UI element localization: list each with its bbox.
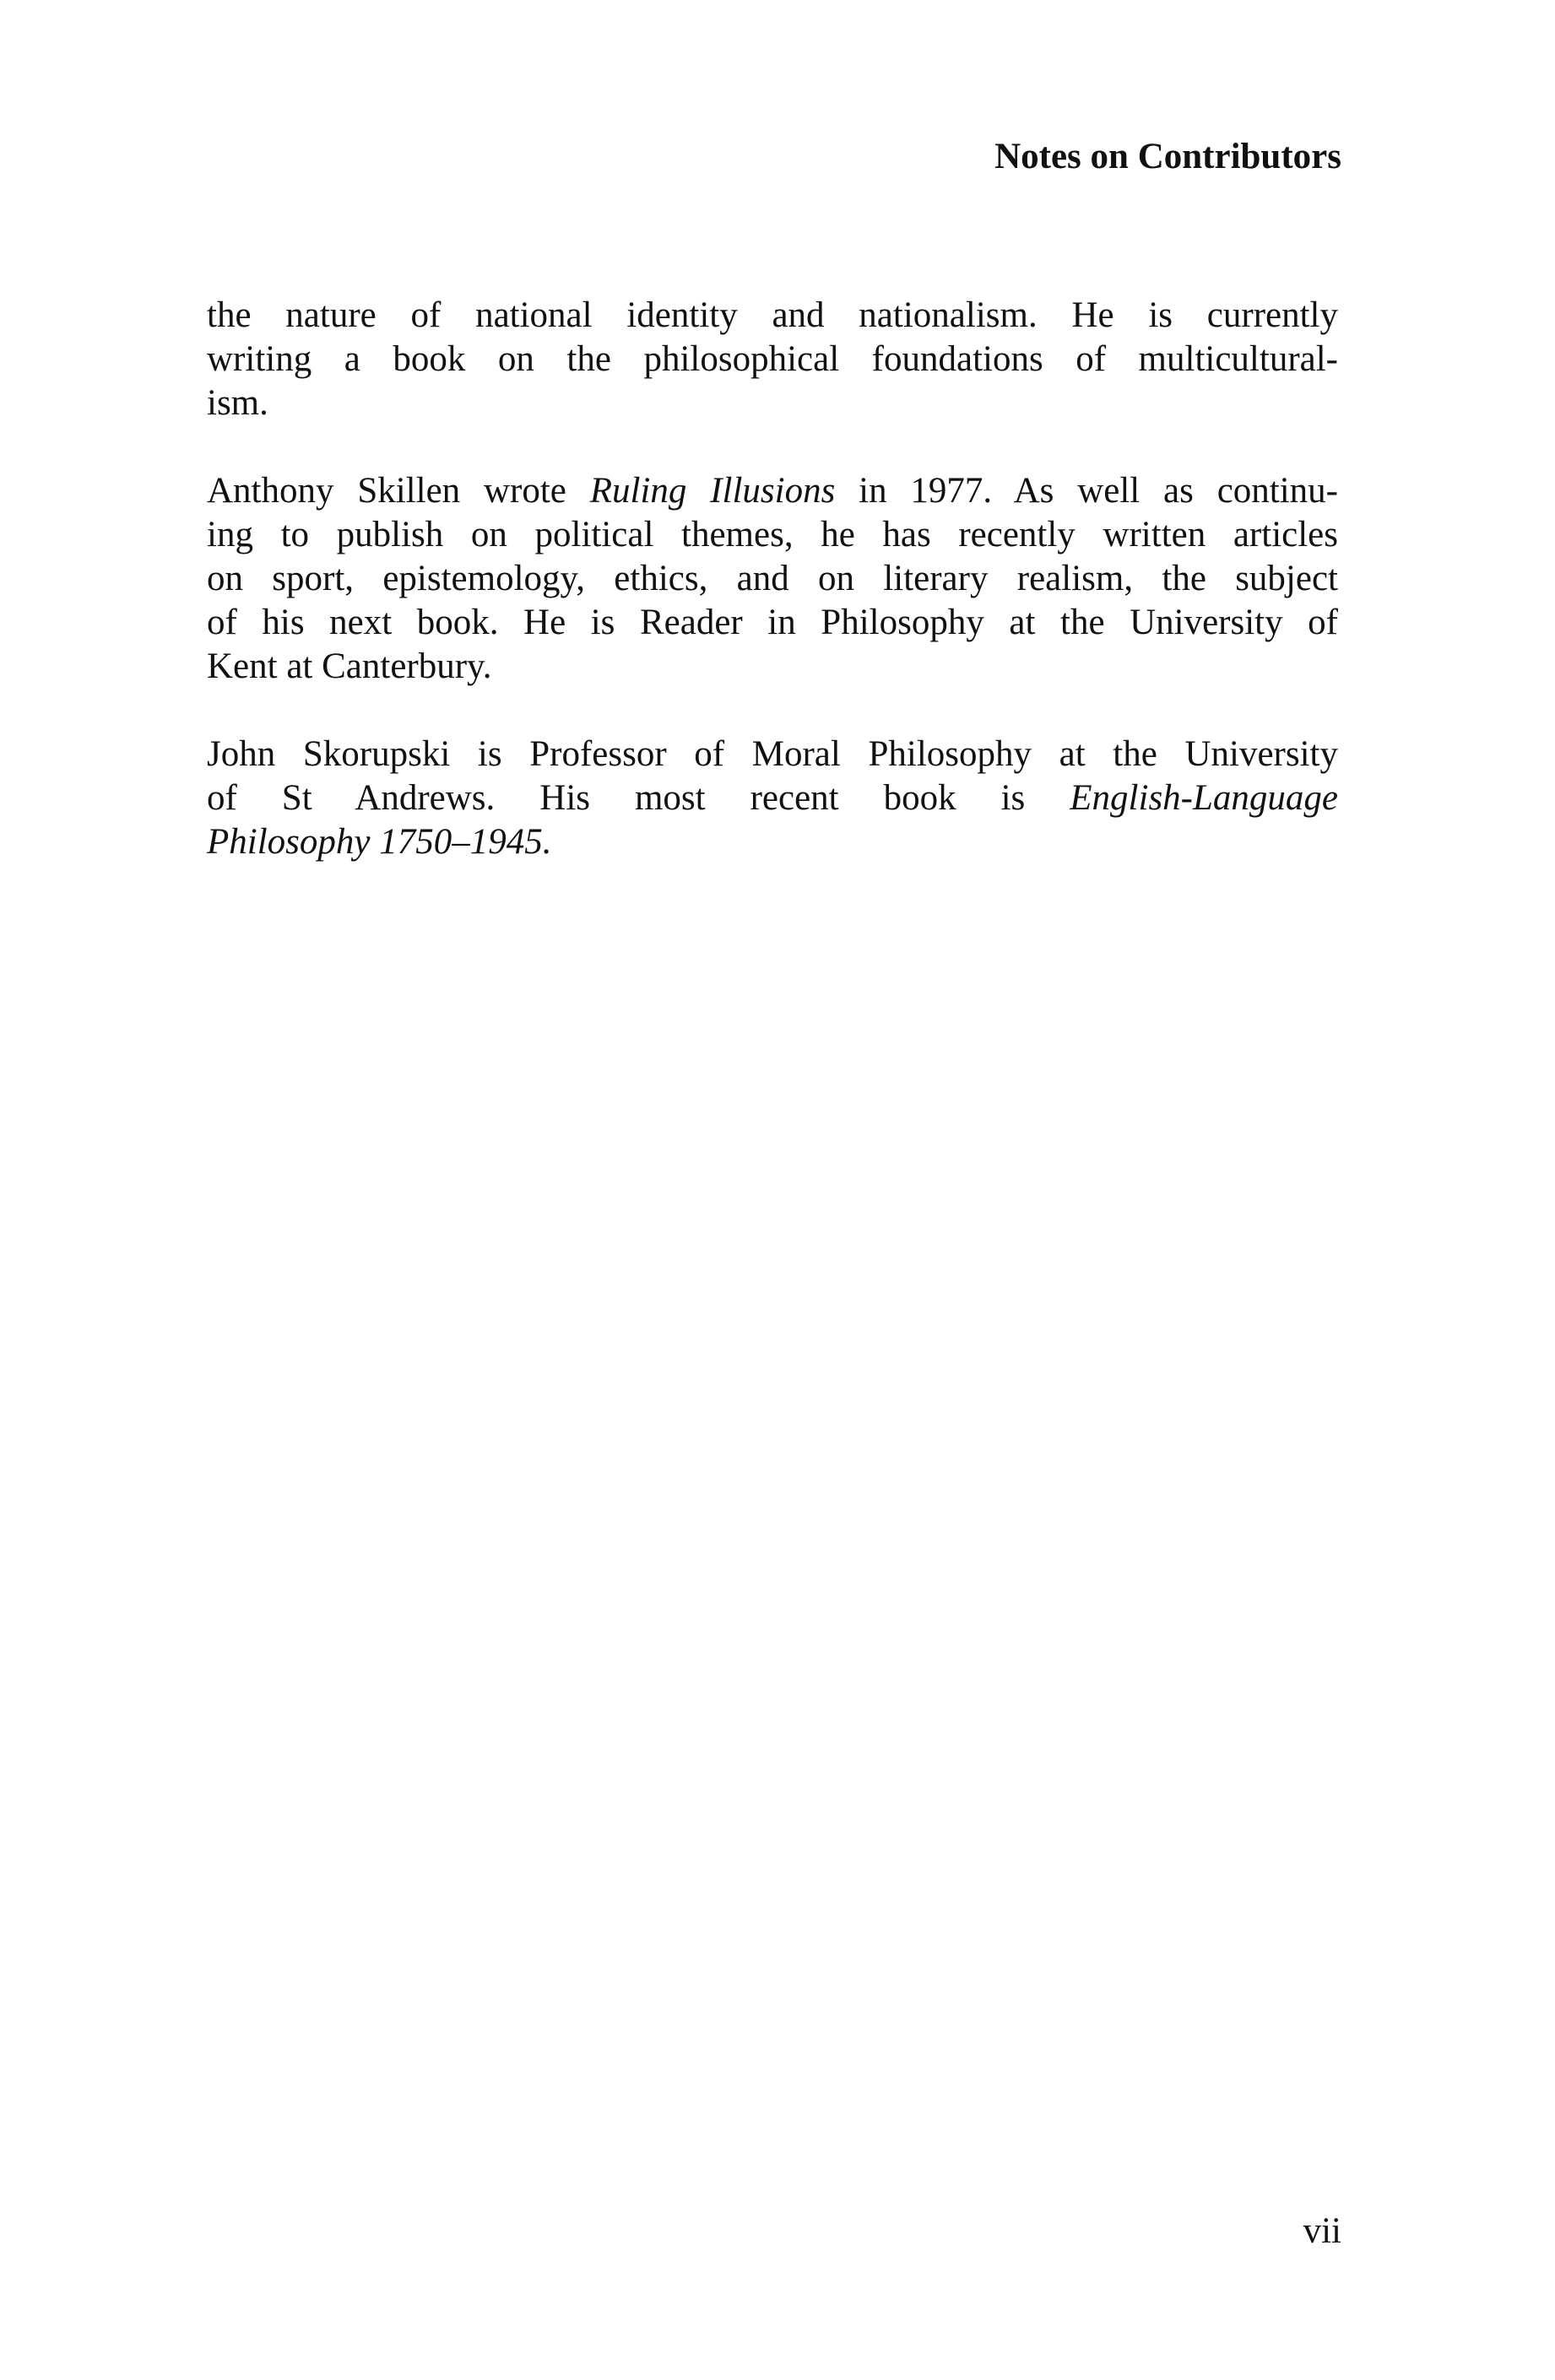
text-line bbox=[207, 820, 1338, 864]
contributor-paragraph bbox=[207, 469, 1338, 689]
body-text: writing a book on the philosophical foundations of multicultural- bbox=[207, 339, 1338, 379]
contributor-paragraph bbox=[207, 294, 1338, 425]
text-line bbox=[207, 294, 1338, 338]
text-line bbox=[207, 557, 1338, 601]
contributor-paragraph bbox=[207, 733, 1338, 864]
text-line bbox=[207, 469, 1338, 513]
italic-title-text: English-Language bbox=[1070, 778, 1338, 818]
text-line bbox=[207, 513, 1338, 557]
body-text: ing to publish on political themes, he has recently written articles bbox=[207, 515, 1338, 554]
body-text: the nature of national identity and nationalism. He is currently bbox=[207, 295, 1338, 335]
italic-title-text: Ruling Illusions bbox=[589, 471, 836, 511]
body-text: ism. bbox=[207, 383, 268, 423]
contributor-notes bbox=[207, 294, 1338, 908]
body-text: of his next book. He is Reader in Philosophy at the University of bbox=[207, 603, 1338, 642]
text-line bbox=[207, 381, 1338, 425]
page-number: vii bbox=[1303, 2211, 1341, 2251]
body-text: in 1977. As well as continu- bbox=[835, 471, 1338, 511]
body-text: John Skorupski is Professor of Moral Philosophy at the University bbox=[207, 734, 1338, 774]
text-line bbox=[207, 601, 1338, 645]
text-line bbox=[207, 776, 1338, 820]
italic-title-text: Philosophy 1750–1945. bbox=[207, 822, 552, 862]
running-head: Notes on Contributors bbox=[994, 137, 1341, 176]
text-line bbox=[207, 645, 1338, 689]
text-line bbox=[207, 338, 1338, 381]
body-text: on sport, epistemology, ethics, and on literary realism, the subject bbox=[207, 559, 1338, 598]
text-line bbox=[207, 733, 1338, 776]
body-text: Anthony Skillen wrote bbox=[207, 471, 590, 511]
body-text: of St Andrews. His most recent book is bbox=[207, 778, 1070, 818]
body-text: Kent at Canterbury. bbox=[207, 646, 492, 686]
